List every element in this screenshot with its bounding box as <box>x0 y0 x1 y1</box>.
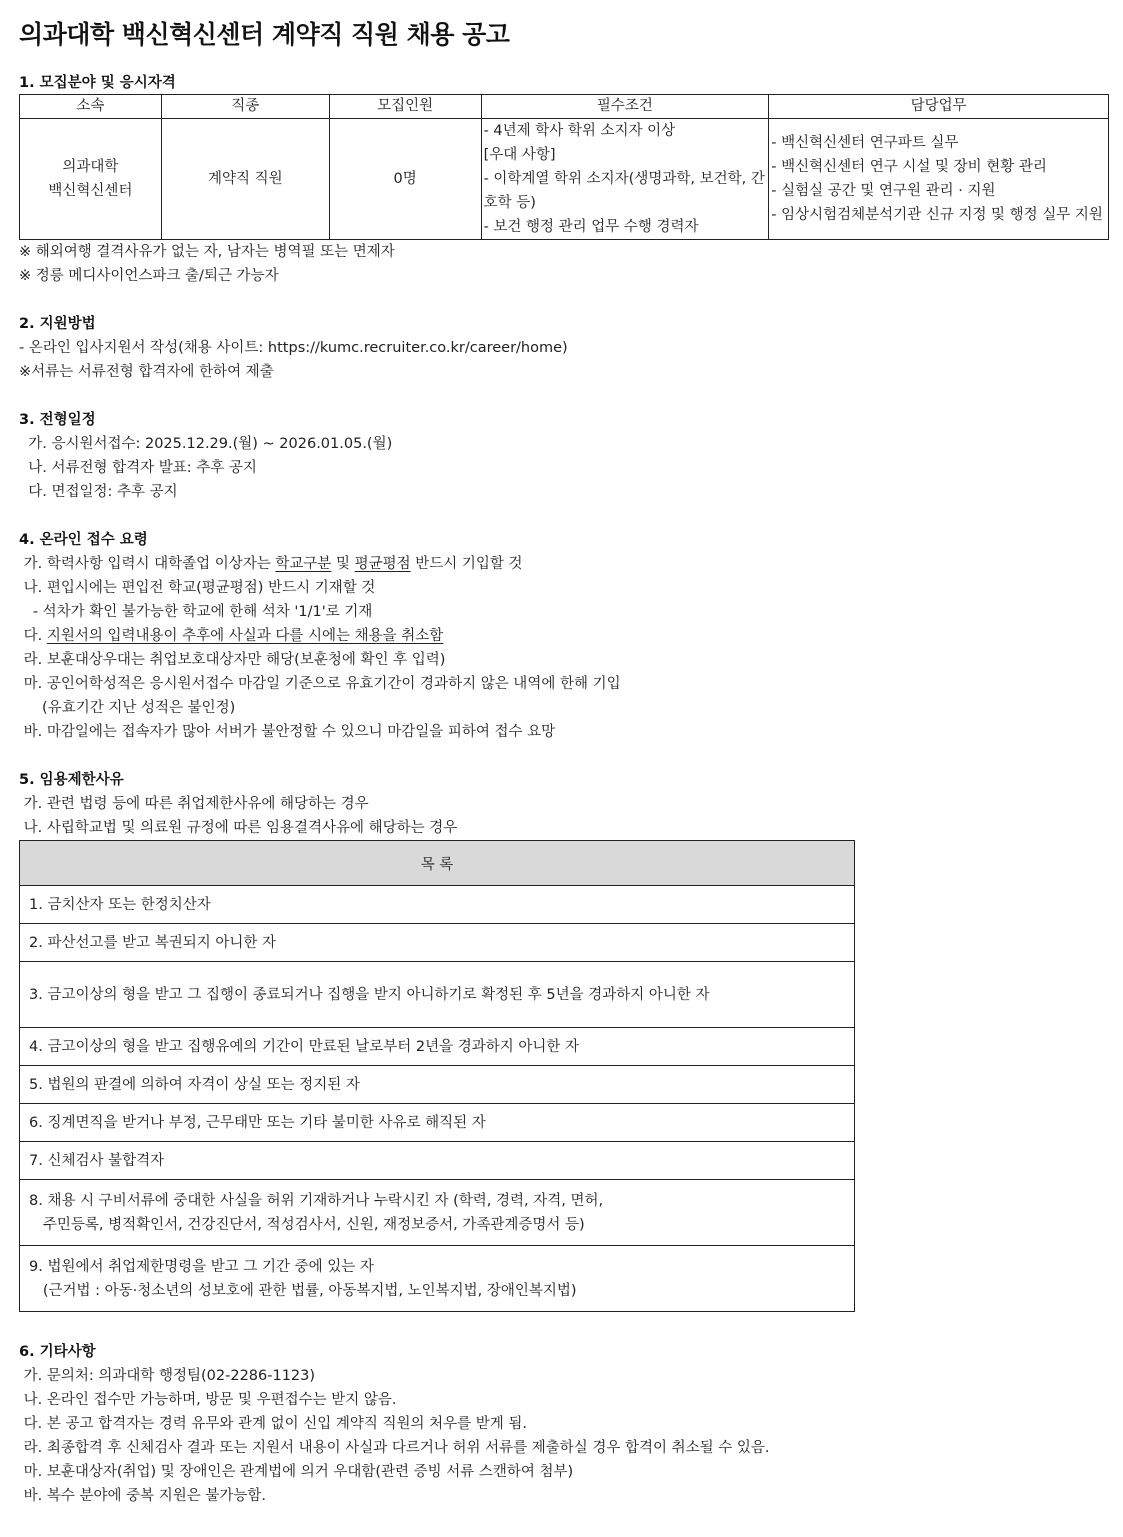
misc-line: 가. 문의처: 의과대학 행정팀(02-2286-1123) <box>19 1368 316 1384</box>
guide-text: 다. <box>19 628 47 644</box>
restriction-item: 2. 파산선고를 받고 복권되지 아니한 자 <box>20 924 855 962</box>
guide-line: (유효기간 지난 성적은 불인정) <box>19 700 236 716</box>
apply-method-line: - 온라인 입사지원서 작성(채용 사이트: https://kumc.recruiter.co.kr/career/home) <box>19 340 568 356</box>
guide-line <box>19 624 1109 648</box>
dept-line: 백신혁신센터 <box>48 183 133 199</box>
restriction-item <box>20 1246 855 1312</box>
misc-line: 바. 복수 분야에 중복 지원은 불가능함. <box>19 1488 266 1504</box>
restriction-table <box>19 840 855 1312</box>
duty-line: - 임상시험검체분석기관 신규 지정 및 행정 실무 지원 <box>771 207 1103 223</box>
guide-line: - 석차가 확인 불가능한 학교에 한해 석차 '1/1'로 기재 <box>19 604 373 620</box>
note-line: ※ 해외여행 결격사유가 없는 자, 남자는 병역필 또는 면제자 <box>19 244 395 260</box>
header-job-type: 직종 <box>161 95 329 119</box>
schedule-line: 나. 서류전형 합격자 발표: 추후 공지 <box>19 460 257 476</box>
section-2-title: 2. 지원방법 <box>19 316 96 332</box>
restriction-item-line: 주민등록, 병적확인서, 건강진단서, 적성검사서, 신원, 재정보증서, 가족관계증명서 등) <box>29 1216 585 1233</box>
misc-line: 마. 보훈대상자(취업) 및 장애인은 관계법에 의거 우대함(관련 증빙 서류 스캔하여 첨부) <box>19 1464 574 1480</box>
job-type-cell: 계약직 직원 <box>161 119 329 240</box>
requirement-line: - 4년제 학사 학위 소지자 이상 <box>483 123 676 139</box>
misc-line: 나. 온라인 접수만 가능하며, 방문 및 우편접수는 받지 않음. <box>19 1392 397 1408</box>
requirement-line: - 이학계열 학위 소지자(생명과학, 보건학, 간 <box>483 171 765 187</box>
count-cell: 0명 <box>329 119 481 240</box>
recruitment-row <box>20 119 1109 240</box>
restriction-item-line: 8. 채용 시 구비서류에 중대한 사실을 허위 기재하거나 누락시킨 자 (학력, 경력, 자격, 면허, <box>29 1192 604 1209</box>
restriction-item: 7. 신체검사 불합격자 <box>20 1142 855 1180</box>
restriction-item: 3. 금고이상의 형을 받고 그 집행이 종료되거나 집행을 받지 아니하기로 확정된 후 5년을 경과하지 아니한 자 <box>20 962 855 1028</box>
guide-line: 라. 보훈대상우대는 취업보호대상자만 해당(보훈청에 확인 후 입력) <box>19 652 446 668</box>
restriction-item: 6. 징계면직을 받거나 부정, 근무태만 또는 기타 불미한 사유로 해직된 자 <box>20 1104 855 1142</box>
recruitment-table-header <box>20 95 1109 119</box>
duties-cell <box>769 119 1109 240</box>
duty-line: - 백신혁신센터 연구파트 실무 <box>771 135 959 151</box>
underlined-text: 평균평점 <box>354 556 411 572</box>
misc-line: 라. 최종합격 후 신체검사 결과 또는 지원서 내용이 사실과 다르거나 허위 서류를 제출하실 경우 합격이 취소될 수 있음. <box>19 1440 770 1456</box>
restriction-item-line: (근거법 : 아동·청소년의 성보호에 관한 법률, 아동복지법, 노인복지법, 장애인복지법) <box>29 1282 577 1299</box>
requirement-line: 호학 등) <box>483 195 536 211</box>
restriction-line: 가. 관련 법령 등에 따른 취업제한사유에 해당하는 경우 <box>19 796 369 812</box>
guide-text: 및 <box>331 556 355 572</box>
restriction-line: 나. 사립학교법 및 의료원 규정에 따른 임용결격사유에 해당하는 경우 <box>19 820 458 836</box>
underlined-text: 지원서의 입력내용이 추후에 사실과 다를 시에는 채용을 취소함 <box>46 628 444 644</box>
dept-line: 의과대학 <box>62 159 119 175</box>
restriction-item-line: 9. 법원에서 취업제한명령을 받고 그 기간 중에 있는 자 <box>29 1258 374 1275</box>
recruitment-table <box>19 94 1109 240</box>
guide-line: 나. 편입시에는 편입전 학교(평균평점) 반드시 기재할 것 <box>19 580 376 596</box>
section-1-title: 1. 모집분야 및 응시자격 <box>19 75 176 91</box>
requirements-cell <box>481 119 769 240</box>
restriction-item <box>20 1180 855 1246</box>
misc-line: 다. 본 공고 합격자는 경력 유무와 관계 없이 신입 계약직 직원의 처우를 받게 됨. <box>19 1416 527 1432</box>
header-count: 모집인원 <box>329 95 481 119</box>
header-dept: 소속 <box>20 95 162 119</box>
dept-cell <box>20 119 162 240</box>
page-title: 의과대학 백신혁신센터 계약직 직원 채용 공고 <box>19 20 510 49</box>
restriction-item: 1. 금치산자 또는 한정치산자 <box>20 886 855 924</box>
guide-text: 반드시 기입할 것 <box>410 556 523 572</box>
guide-line: 바. 마감일에는 접속자가 많아 서버가 불안정할 수 있으니 마감일을 피하여 접수 요망 <box>19 724 556 740</box>
section-6-title: 6. 기타사항 <box>19 1344 96 1360</box>
duty-line: - 실험실 공간 및 연구원 관리 · 지원 <box>771 183 996 199</box>
guide-line <box>19 552 1109 576</box>
duty-line: - 백신혁신센터 연구 시설 및 장비 현황 관리 <box>771 159 1047 175</box>
note-line: ※ 정릉 메디사이언스파크 출/퇴근 가능자 <box>19 268 279 284</box>
header-requirements: 필수조건 <box>481 95 769 119</box>
section-5-title: 5. 임용제한사유 <box>19 772 124 788</box>
restriction-item: 4. 금고이상의 형을 받고 집행유예의 기간이 만료된 날로부터 2년을 경과하지 아니한 자 <box>20 1028 855 1066</box>
header-duties: 담당업무 <box>769 95 1109 119</box>
restriction-table-header: 목 록 <box>20 841 855 886</box>
restriction-item: 5. 법원의 판결에 의하여 자격이 상실 또는 정지된 자 <box>20 1066 855 1104</box>
guide-text: 가. 학력사항 입력시 대학졸업 이상자는 <box>19 556 276 572</box>
apply-method-line: ※서류는 서류전형 합격자에 한하여 제출 <box>19 364 274 380</box>
section-4-title: 4. 온라인 접수 요령 <box>19 532 148 548</box>
underlined-text: 학교구분 <box>275 556 332 572</box>
section-3-title: 3. 전형일정 <box>19 412 96 428</box>
requirement-line: - 보건 행정 관리 업무 수행 경력자 <box>483 219 699 235</box>
schedule-line: 다. 면접일정: 추후 공지 <box>19 484 178 500</box>
schedule-line: 가. 응시원서접수: 2025.12.29.(월) ~ 2026.01.05.(월) <box>19 436 393 452</box>
requirement-line: [우대 사항] <box>483 147 556 163</box>
guide-line: 마. 공인어학성적은 응시원서접수 마감일 기준으로 유효기간이 경과하지 않은 내역에 한해 기입 <box>19 676 621 692</box>
